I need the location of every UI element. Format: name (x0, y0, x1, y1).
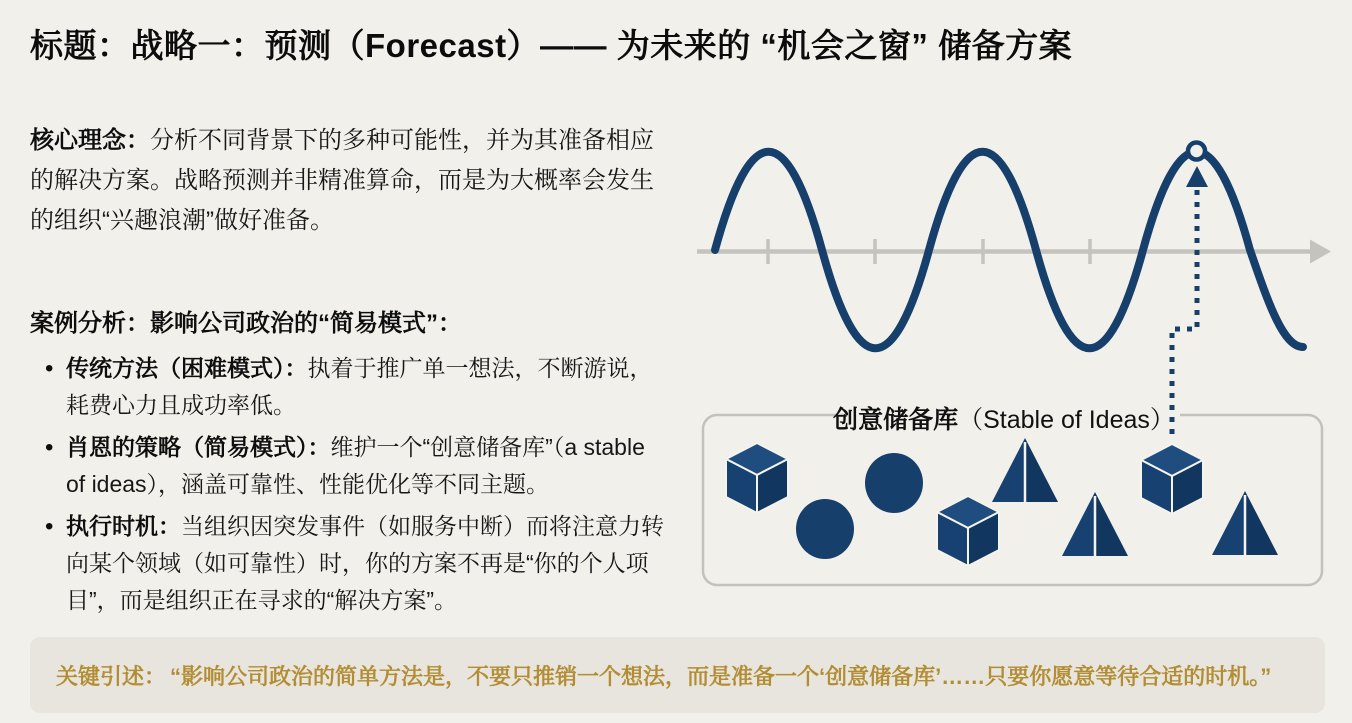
case-analysis-section (30, 305, 670, 624)
dotted-arrow-connector (1172, 166, 1208, 440)
pyramid-icon (1062, 492, 1128, 556)
cube-icon (937, 496, 999, 566)
core-concept-label: 核心理念： (30, 127, 150, 154)
bullet-text: 当组织因突发事件（如服务中断）而将注意力转向某个领域（如可靠性）时，你的方案不再是“你的个人项目”，而是组织正在寻求的“解决方案”。 (66, 513, 664, 613)
quote-text: “影响公司政治的简单方法是，不要只推销一个想法，而是准备一个‘创意储备库’……只要你愿意等待合适的时机。” (170, 663, 1272, 689)
case-bullet-list (30, 350, 670, 619)
forecast-wave-diagram (690, 130, 1350, 600)
pyramid-icon (1212, 491, 1278, 555)
pyramid-icon (992, 438, 1058, 502)
axis-arrow-icon (1310, 240, 1331, 264)
cube-icon (1141, 444, 1203, 514)
bullet-lead: 执行时机： (66, 513, 181, 539)
bullet-lead: 传统方法（困难模式）： (66, 355, 308, 381)
list-item (30, 508, 670, 619)
bullet-icon: • (45, 355, 54, 382)
page-title: 标题：战略一：预测（Forecast）—— 为未来的 “机会之窗” 储备方案 (30, 27, 1073, 64)
core-concept-paragraph (30, 121, 655, 241)
peak-marker-icon (1188, 143, 1205, 160)
bullet-lead: 肖恩的策略（简易模式）： (66, 434, 331, 460)
cube-icon (726, 443, 788, 513)
bullet-icon: • (45, 513, 54, 540)
key-quote-bar (30, 637, 1325, 713)
circle-icon (796, 499, 854, 559)
timeline-axis (697, 239, 1331, 264)
quote-label: 关键引述： (56, 663, 167, 689)
case-analysis-label: 案例分析： (30, 310, 150, 337)
up-arrow-icon (1186, 166, 1208, 187)
idea-box-title-en: （Stable of Ideas） (958, 406, 1175, 434)
list-item (30, 350, 670, 424)
case-analysis-heading: 影响公司政治的“简易模式”： (150, 310, 462, 337)
core-concept-text: 分析不同背景下的多种可能性，并为其准备相应的解决方案。战略预测并非精准算命，而是为大概率会发生的组织“兴趣浪潮”做好准备。 (30, 127, 654, 234)
idea-box-title (832, 405, 1175, 434)
bullet-text: 执着于推广单一想法，不断游说，耗费心力且成功率低。 (66, 355, 653, 418)
circle-icon (865, 453, 923, 513)
case-analysis-header (30, 305, 670, 342)
idea-stable-box (703, 403, 1322, 585)
idea-box-title-zh: 创意储备库 (833, 406, 959, 434)
list-item (30, 429, 670, 503)
bullet-text: 维护一个“创意储备库”（a stable of ideas），涵盖可靠性、性能优化等不同主题。 (66, 434, 645, 497)
bullet-icon: • (45, 434, 54, 461)
